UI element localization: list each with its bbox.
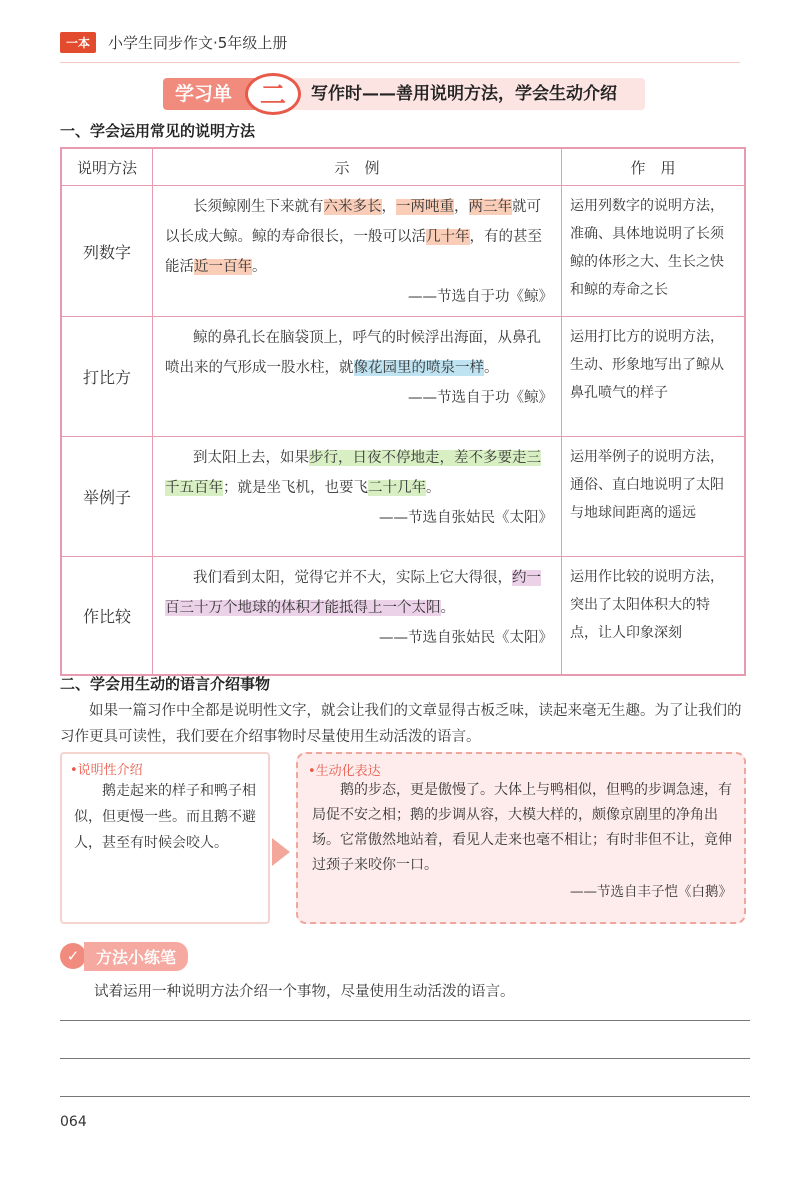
section2-title: 二、学会用生动的语言介绍事物 bbox=[60, 675, 271, 693]
text-run: 鲸的鼻孔长在脑袋顶上，呼气的时候浮出海面，从鼻孔喷出来的气形成一股水柱，就 bbox=[165, 330, 541, 376]
writing-line[interactable] bbox=[60, 1020, 750, 1021]
practice-heading bbox=[60, 942, 188, 970]
highlight: 像花园里的喷泉一样 bbox=[353, 360, 484, 376]
method-name: 举例子 bbox=[61, 437, 153, 557]
highlight: 近一百年 bbox=[194, 259, 252, 275]
method-name: 列数字 bbox=[61, 186, 153, 317]
highlight: 约一百三十万个地球的体积才能抵得上一个太阳 bbox=[165, 570, 541, 616]
col-header-effect: 作 用 bbox=[562, 148, 746, 186]
methods-table bbox=[60, 147, 746, 676]
card-text: 鹅走起来的样子和鸭子相似，但更慢一些。而且鹅不避人，甚至有时候会咬人。 bbox=[74, 783, 256, 851]
section2-paragraph: 如果一篇习作中全都是说明性文字，就会让我们的文章显得古板乏味，读起来毫无生趣。为了让我们的习作更具可读性，我们要在介绍事物时尽量使用生动活泼的语言。 bbox=[60, 703, 742, 745]
highlight: 一两吨重 bbox=[396, 199, 454, 215]
example-source: ——节选自张姑民《太阳》 bbox=[379, 510, 553, 526]
text-run: 就可以长成大鲸。鲸的寿命很长，一般可以活 bbox=[165, 199, 541, 245]
text-run: 我们看到太阳，觉得它并不大，实际上它大得很， bbox=[193, 570, 512, 586]
banner-number: 二 bbox=[245, 73, 301, 115]
text-run: 。 bbox=[426, 480, 441, 496]
effect-text: 运用作比较的说明方法，突出了太阳体积大的特点，让人印象深刻 bbox=[562, 557, 746, 675]
col-header-example: 示 例 bbox=[153, 148, 562, 186]
example-text bbox=[165, 443, 553, 503]
lesson-banner bbox=[163, 78, 645, 110]
method-name: 打比方 bbox=[61, 317, 153, 437]
effect-text: 运用列数字的说明方法，准确、具体地说明了长须鲸的体形之大、生长之快和鲸的寿命之长 bbox=[562, 186, 746, 317]
practice-title: 方法小练笔 bbox=[84, 942, 188, 971]
example-cell bbox=[153, 557, 562, 675]
card-label: •说明性介绍 bbox=[70, 763, 143, 778]
example-cell bbox=[153, 186, 562, 317]
text-run: ， bbox=[454, 199, 469, 215]
highlight: 六米多长 bbox=[323, 199, 382, 215]
highlight: 步行，日夜不停地走，差不多要走三千五百年 bbox=[165, 450, 541, 496]
highlight: 两三年 bbox=[468, 199, 512, 215]
text-run: 。 bbox=[252, 259, 267, 275]
series-title: 小学生同步作文·5年级上册 bbox=[108, 33, 288, 52]
arrow-right-icon bbox=[272, 838, 290, 866]
text-run: 。 bbox=[484, 360, 499, 376]
text-run: ， bbox=[381, 199, 396, 215]
table-header-row bbox=[61, 148, 745, 186]
banner-title: 写作时——善用说明方法，学会生动介绍 bbox=[311, 84, 617, 104]
brand-logo: 一本 bbox=[60, 32, 96, 53]
effect-text: 运用举例子的说明方法，通俗、直白地说明了太阳与地球间距离的遥远 bbox=[562, 437, 746, 557]
header-divider bbox=[60, 62, 740, 63]
banner-tag: 学习单 bbox=[163, 78, 261, 110]
example-text bbox=[165, 563, 553, 623]
effect-text: 运用打比方的说明方法，生动、形象地写出了鲸从鼻孔喷气的样子 bbox=[562, 317, 746, 437]
table-row bbox=[61, 186, 745, 317]
example-source: ——节选自于功《鲸》 bbox=[408, 390, 553, 406]
card-text: 鹅的步态，更是傲慢了。大体上与鸭相似，但鸭的步调急速，有局促不安之相；鹅的步调从容，大模大样的，颇像京剧里的净角出场。它常傲然地站着，看见人走来也毫不相让；有时非但不让，竟伸过颈子来咬你一口。 bbox=[312, 782, 732, 873]
example-cell bbox=[153, 437, 562, 557]
practice-task: 试着运用一种说明方法介绍一个事物，尽量使用生动活泼的语言。 bbox=[94, 984, 515, 1000]
explanatory-card bbox=[60, 752, 270, 924]
example-source: ——节选自于功《鲸》 bbox=[408, 289, 553, 305]
page-number: 064 bbox=[60, 1114, 87, 1130]
page-header bbox=[60, 30, 287, 54]
highlight: 二十几年 bbox=[368, 480, 426, 496]
table-row bbox=[61, 437, 745, 557]
pen-icon: ✓ bbox=[60, 943, 86, 969]
text-run: 长须鲸刚生下来就有 bbox=[193, 199, 324, 215]
highlight: 几十年 bbox=[426, 229, 470, 245]
text-run: 到太阳上去，如果 bbox=[193, 450, 309, 466]
vivid-card bbox=[296, 752, 746, 924]
card-source: ——节选自丰子恺《白鹅》 bbox=[570, 884, 732, 900]
example-source: ——节选自张姑民《太阳》 bbox=[379, 630, 553, 646]
example-cell bbox=[153, 317, 562, 437]
text-run: ；就是坐飞机，也要飞 bbox=[223, 480, 368, 496]
text-run: ，有的甚至能活 bbox=[165, 229, 542, 275]
col-header-method: 说明方法 bbox=[61, 148, 153, 186]
example-text bbox=[165, 192, 553, 282]
example-text bbox=[165, 323, 553, 383]
writing-line[interactable] bbox=[60, 1096, 750, 1097]
card-label: •生动化表达 bbox=[308, 764, 381, 779]
section1-title: 一、学会运用常见的说明方法 bbox=[60, 122, 256, 140]
method-name: 作比较 bbox=[61, 557, 153, 675]
table-row bbox=[61, 317, 745, 437]
writing-line[interactable] bbox=[60, 1058, 750, 1059]
text-run: 。 bbox=[440, 600, 455, 616]
table-row bbox=[61, 557, 745, 675]
